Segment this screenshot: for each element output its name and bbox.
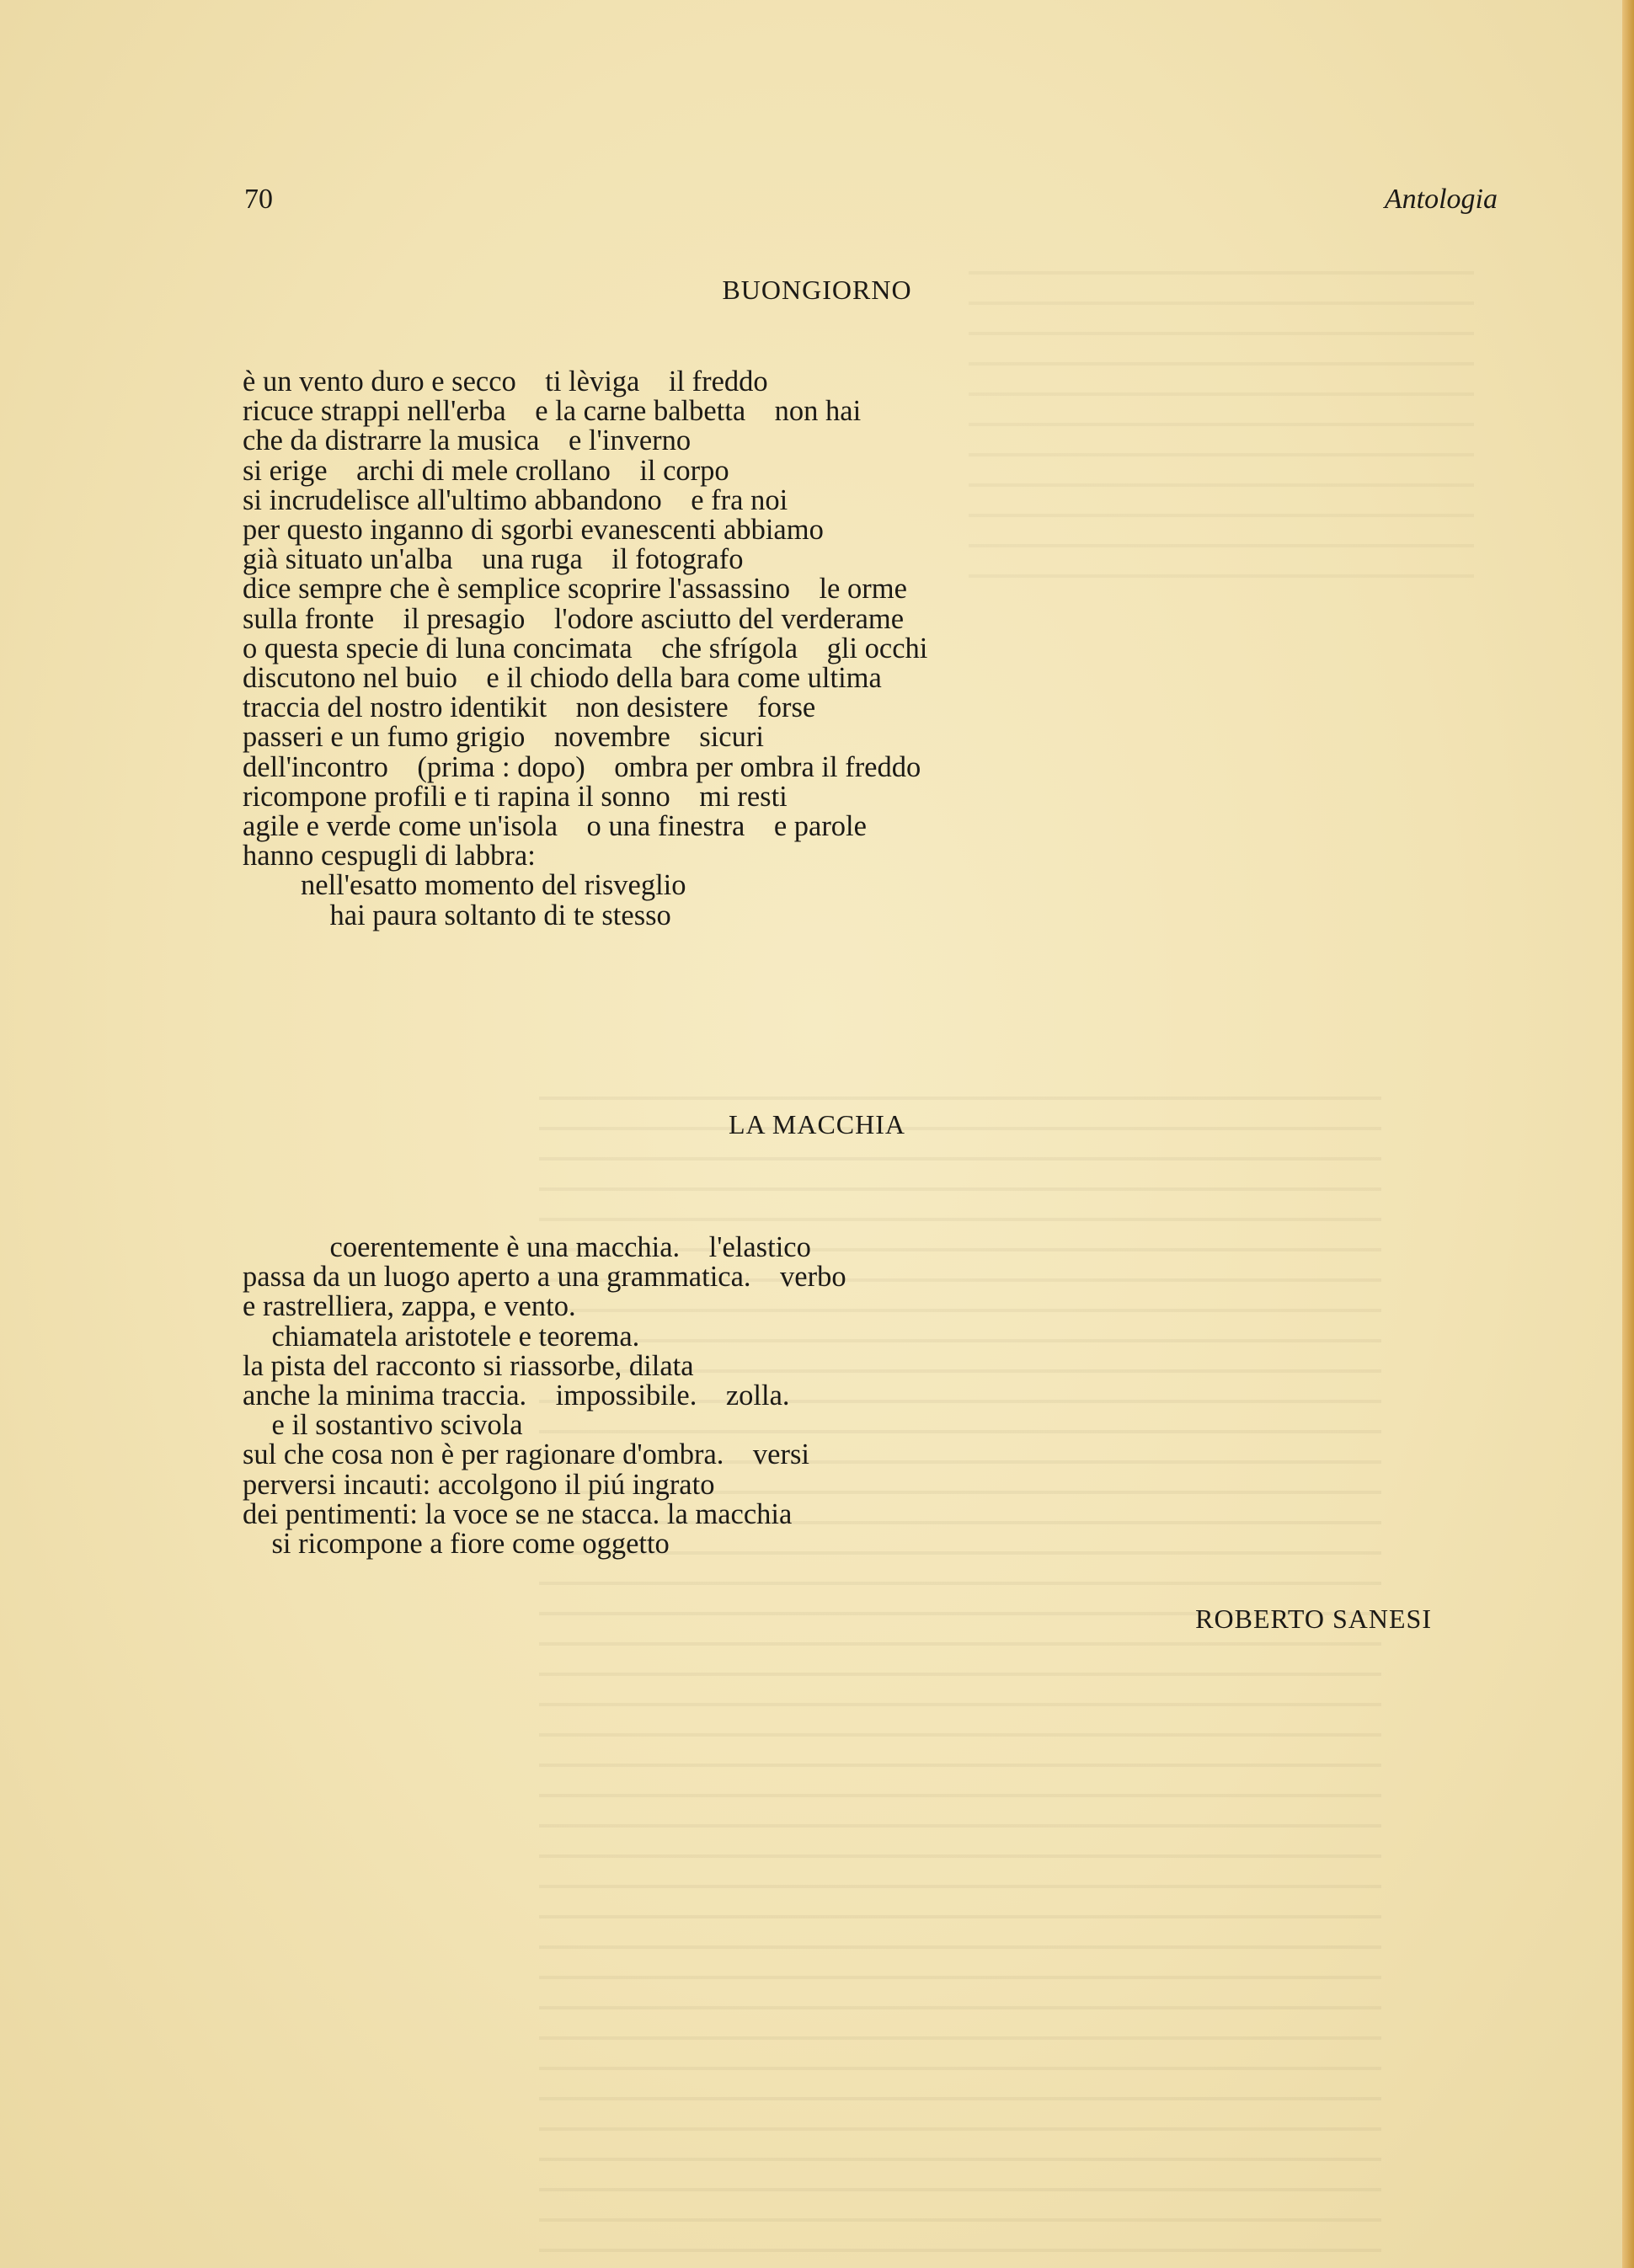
poem-line: sulla fronte il presagio l'odore asciutto del verderame: [243, 602, 905, 635]
poem-line: che da distrarre la musica e l'inverno: [243, 424, 692, 457]
poem-line: o questa specie di luna concimata che sfrígola gli occhi: [243, 632, 928, 664]
author-name: ROBERTO SANESI: [1195, 1604, 1432, 1634]
poem-line: si incrudelisce all'ultimo abbandono e fra noi: [243, 483, 788, 516]
poem-line: coerentemente è una macchia. l'elastico: [243, 1231, 811, 1263]
poem-line: è un vento duro e secco ti lèviga il freddo: [243, 366, 768, 398]
poem-line: la pista del racconto si riassorbe, dilata: [243, 1349, 694, 1382]
poem-line: traccia del nostro identikit non desistere forse: [243, 691, 816, 724]
poem-buongiorno: [243, 367, 927, 931]
poem-line: si erige archi di mele crollano il corpo: [243, 454, 729, 487]
poem-line: per questo inganno di sgorbi evanescenti abbiamo: [243, 514, 824, 547]
poem-line: dei pentimenti: la voce se ne stacca. la macchia: [243, 1497, 793, 1530]
page-number: 70: [244, 184, 273, 215]
poem-line: ricuce strappi nell'erba e la carne balbetta non hai: [243, 395, 862, 428]
poem-line: passeri e un fumo grigio novembre sicuri: [243, 721, 764, 754]
poem-line: e il sostantivo scivola: [243, 1409, 523, 1442]
poem-line: chiamatela aristotele e teorema.: [243, 1320, 640, 1353]
poem-line: perversi incauti: accolgono il piú ingrato: [243, 1468, 715, 1501]
poem-line: hanno cespugli di labbra:: [243, 840, 536, 873]
poem-line: già situato un'alba una ruga il fotografo: [243, 543, 744, 576]
poem-line: sul che cosa non è per ragionare d'ombra. versi: [243, 1438, 809, 1471]
poem-line: passa da un luogo aperto a una grammatica. verbo: [243, 1261, 846, 1294]
poem-line: ricompone profili e ti rapina il sonno mi resti: [243, 780, 788, 813]
poem-line: si ricompone a fiore come oggetto: [243, 1528, 670, 1561]
poem-title-buongiorno: BUONGIORNO: [722, 275, 912, 305]
poem-line: nell'esatto momento del risveglio: [243, 869, 686, 902]
poem-line: anche la minima traccia. impossibile. zolla.: [243, 1379, 790, 1412]
poem-line: dice sempre che è semplice scoprire l'assassino le orme: [243, 573, 907, 606]
running-head: Antologia: [1384, 184, 1498, 215]
poem-line: hai paura soltanto di te stesso: [243, 899, 671, 931]
poem-la-macchia: [243, 1233, 846, 1559]
poem-line: discutono nel buio e il chiodo della bara come ultima: [243, 662, 882, 695]
poem-line: agile e verde come un'isola o una finestra e parole: [243, 810, 867, 843]
poem-title-la-macchia: LA MACCHIA: [728, 1109, 905, 1139]
poem-line: dell'incontro (prima : dopo) ombra per ombra il freddo: [243, 750, 921, 783]
poem-line: e rastrelliera, zappa, e vento.: [243, 1290, 576, 1323]
